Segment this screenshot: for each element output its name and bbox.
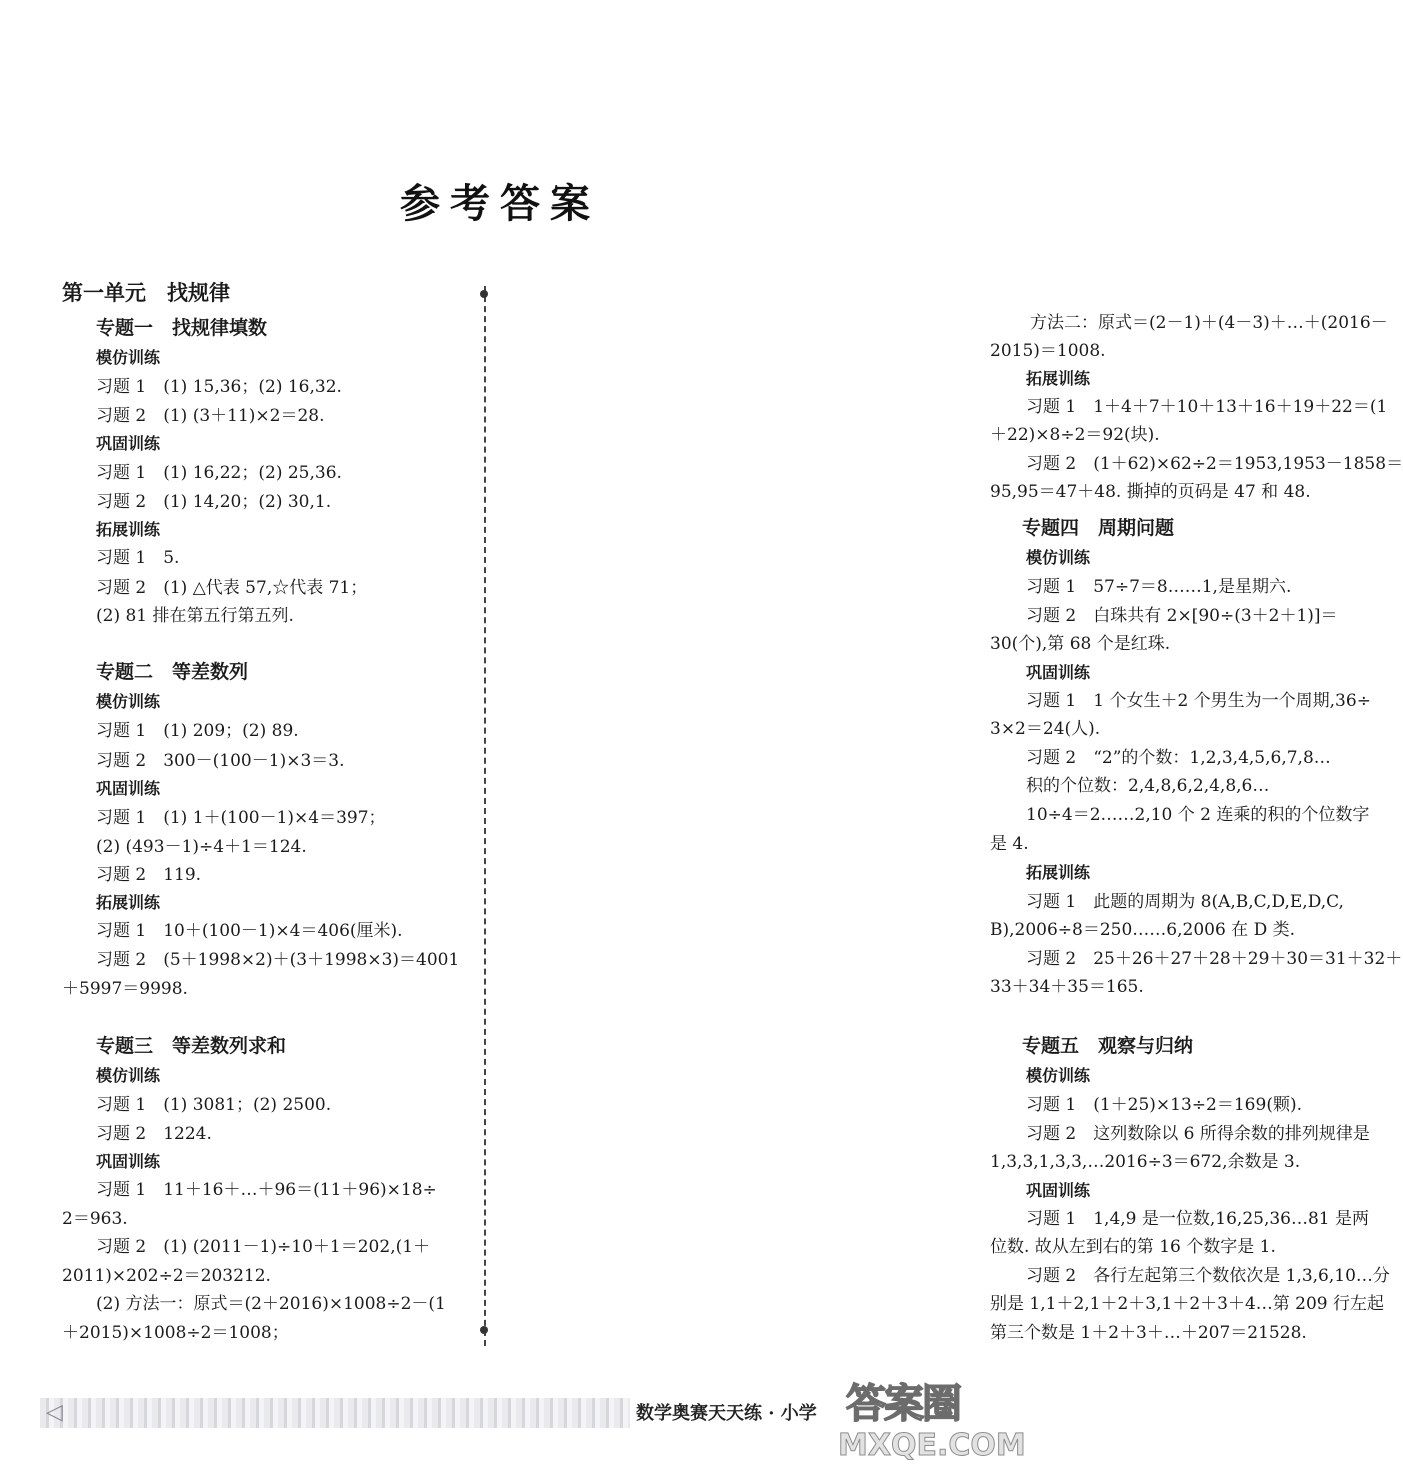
section-label: 拓展训练 [1026,369,1091,388]
section-label: 拓展训练 [96,893,161,912]
answer-line: 习题 2 (1) △代表 57,☆代表 71； [96,578,368,598]
answer-line: 习题 2 25＋26＋27＋28＋29＋30＝31＋32＋ [1026,949,1403,969]
answer-line: 习题 1 此题的周期为 8(A,B,C,D,E,D,C, [1026,892,1344,912]
answer-line: (2) (493－1)÷4＋1＝124. [96,837,307,857]
topic-heading: 专题四 周期问题 [1022,517,1175,539]
answer-line: 习题 1 (1＋25)×13÷2＝169(颗). [1026,1095,1302,1115]
answer-line: 习题 1 5. [96,548,180,568]
answer-line: 习题 2 (1) (3＋11)×2＝28. [96,406,325,426]
answer-line: 习题 1 1＋4＋7＋10＋13＋16＋19＋22＝(1 [1026,397,1388,417]
section-label: 模仿训练 [1026,1066,1091,1085]
section-label: 模仿训练 [1026,548,1091,567]
answer-line: 是 4. [990,834,1029,854]
answer-line: ＋2015)×1008÷2＝1008； [62,1323,289,1343]
answer-line: 别是 1,1＋2,1＋2＋3,1＋2＋3＋4…第 209 行左起 [990,1294,1385,1314]
page-title: 参考答案 [400,181,600,227]
section-label: 拓展训练 [1026,863,1091,882]
answer-line: 习题 2 “2”的个数：1,2,3,4,5,6,7,8… [1026,748,1331,768]
answer-line: 习题 2 300－(100－1)×3＝3. [96,751,345,771]
topic-heading: 专题一 找规律填数 [96,317,268,339]
answer-line: 3×2＝24(人). [990,719,1101,739]
answer-line: 习题 1 (1) 3081；(2) 2500. [96,1095,332,1115]
footer-arrow-icon: ◁ [46,1400,63,1425]
answer-line: 1,3,3,1,3,3,…2016÷3＝672,余数是 3. [990,1152,1301,1172]
section-label: 巩固训练 [1026,663,1091,682]
answer-line: 习题 2 白珠共有 2×[90÷(3＋2＋1)]＝ [1026,606,1338,626]
answer-line: 习题 1 (1) 1＋(100－1)×4＝397； [96,808,386,828]
answer-line: 习题 2 119. [96,865,202,885]
answer-line: 习题 2 各行左起第三个数依次是 1,3,6,10…分 [1026,1266,1390,1286]
footer-book-title: 数学奥赛天天练 · 小学 [636,1403,817,1424]
section-label: 巩固训练 [96,434,161,453]
divider-dot [480,290,488,298]
answer-line: 33＋34＋35＝165. [990,977,1144,997]
answer-line: 位数. 故从左到右的第 16 个数字是 1. [990,1237,1276,1257]
section-label: 模仿训练 [96,348,161,367]
answer-line: 95,95＝47＋48. 撕掉的页码是 47 和 48. [990,482,1311,502]
answer-line: 方法二：原式＝(2－1)＋(4－3)＋…＋(2016－ [1030,313,1388,333]
answer-line: 2015)＝1008. [990,341,1106,361]
section-label: 拓展训练 [96,520,161,539]
answer-line: (2) 81 排在第五行第五列. [96,606,294,626]
answer-line: 习题 1 (1) 15,36；(2) 16,32. [96,377,342,397]
answer-line: 习题 1 57÷7＝8……1,是星期六. [1026,577,1292,597]
answer-line: 习题 2 1224. [96,1124,212,1144]
answer-line: 习题 1 10＋(100－1)×4＝406(厘米). [96,921,403,941]
section-label: 模仿训练 [96,1066,161,1085]
answer-line: 习题 2 (5＋1998×2)＋(3＋1998×3)＝4001 [96,950,460,970]
answer-line: 习题 2 (1) 14,20；(2) 30,1. [96,492,332,512]
section-label: 模仿训练 [96,692,161,711]
topic-heading: 专题五 观察与归纳 [1022,1035,1194,1057]
topic-heading: 专题三 等差数列求和 [96,1035,287,1057]
answer-line: (2) 方法一：原式＝(2＋2016)×1008÷2－(1 [96,1294,446,1314]
section-label: 巩固训练 [96,1152,161,1171]
column-divider [484,286,486,1346]
watermark-url: MXQE.COM [838,1428,1026,1463]
watermark-logo: 答案圈 [846,1381,960,1427]
answer-line: 习题 2 (1) (2011－1)÷10＋1＝202,(1＋ [96,1237,431,1257]
answer-line: B),2006÷8＝250……6,2006 在 D 类. [990,920,1296,940]
answer-line: 10÷4＝2……2,10 个 2 连乘的积的个位数字 [1026,805,1370,825]
unit-heading: 第一单元 找规律 [62,281,230,305]
answer-line: 2＝963. [62,1209,128,1229]
answer-line: 30(个),第 68 个是红珠. [990,634,1171,654]
section-label: 巩固训练 [96,779,161,798]
topic-heading: 专题二 等差数列 [96,661,249,683]
section-label: 巩固训练 [1026,1181,1091,1200]
answer-line: ＋22)×8÷2＝92(块). [990,425,1160,445]
answer-line: ＋5997＝9998. [62,979,188,999]
divider-dot [480,1326,488,1334]
answer-line: 习题 1 1 个女生＋2 个男生为一个周期,36÷ [1026,691,1371,711]
answer-line: 习题 2 这列数除以 6 所得余数的排列规律是 [1026,1124,1370,1144]
answer-line: 习题 2 (1＋62)×62÷2＝1953,1953－1858＝ [1026,454,1403,474]
answer-line: 习题 1 (1) 209；(2) 89. [96,721,299,741]
answer-line: 2011)×202÷2＝203212. [62,1266,271,1286]
answer-line: 第三个数是 1＋2＋3＋…＋207＝21528. [990,1323,1307,1343]
answer-line: 积的个位数：2,4,8,6,2,4,8,6… [1026,776,1270,796]
answer-line: 习题 1 1,4,9 是一位数,16,25,36…81 是两 [1026,1209,1370,1229]
footer-decoration-band [40,1398,630,1428]
answer-line: 习题 1 11＋16＋…＋96＝(11＋96)×18÷ [96,1180,437,1200]
answer-line: 习题 1 (1) 16,22；(2) 25,36. [96,463,342,483]
